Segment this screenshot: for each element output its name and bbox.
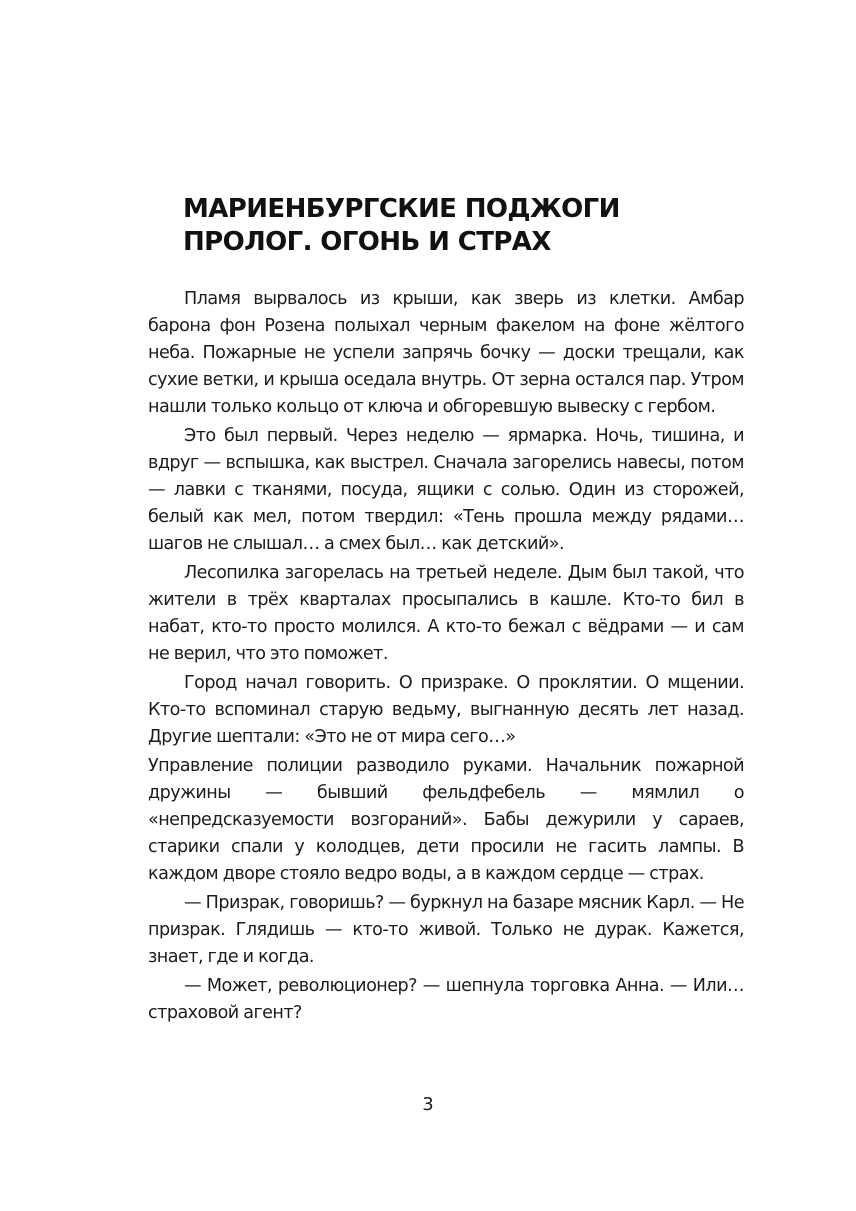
paragraph: Город начал говорить. О призраке. О проклятии. О мщении. Кто-то вспоминал старую ведьму, выгнанную десять лет назад. Другие шептали: «Это не от мира сего…»: [148, 673, 744, 747]
paragraph: Управление полиции разводило руками. Начальник пожарной дружины — бывший фельдфебель — мямлил о «непредсказуемости возгораний». Бабы дежурили у сараев, старики спали у колодцев, дети просили не гасить лампы. В каждом дворе стояло ведро воды, а в каждом сердце — страх.: [148, 756, 744, 884]
body-text: [148, 286, 744, 1029]
prologue-title: ПРОЛОГ. ОГОНЬ И СТРАХ: [183, 227, 551, 257]
paragraph: — Призрак, говоришь? — буркнул на базаре мясник Карл. — Не призрак. Глядишь — кто-то живой. Только не дурак. Кажется, знает, где и когда.: [148, 893, 744, 967]
page-number: 3: [422, 1094, 434, 1115]
chapter-title: МАРИЕНБУРГСКИЕ ПОДЖОГИ: [183, 194, 620, 224]
paragraph: — Может, революционер? — шепнула торговка Анна. — Или… страховой агент?: [148, 976, 744, 1023]
chapter-heading: [183, 193, 783, 259]
paragraph: Пламя вырвалось из крыши, как зверь из клетки. Амбар барона фон Розена полыхал черным факелом на фоне жёлтого неба. Пожарные не успели запрячь бочку — доски трещали, как сухие ветки, и крыша оседала внутрь. От зерна остался пар. Утром нашли только кольцо от ключа и обгоревшую вывеску с гербом.: [148, 289, 744, 417]
paragraph: Лесопилка загорелась на третьей неделе. Дым был такой, что жители в трёх кварталах просыпались в кашле. Кто-то бил в набат, кто-то просто молился. А кто-то бежал с вёдрами — и сам не верил, что это поможет.: [148, 563, 744, 664]
paragraph: Это был первый. Через неделю — ярмарка. Ночь, тишина, и вдруг — вспышка, как выстрел. Сначала загорелись навесы, потом — лавки с тканями, посуда, ящики с солью. Один из сторожей, белый как мел, потом твердил: «Тень прошла между рядами… шагов не слышал… а смех был… как детский».: [148, 426, 744, 554]
